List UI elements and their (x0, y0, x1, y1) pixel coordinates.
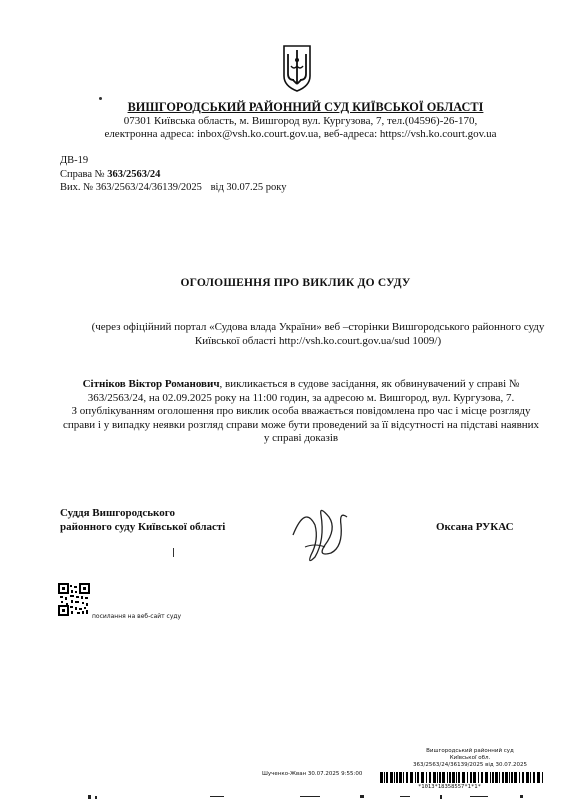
registration-stamp (395, 748, 545, 769)
notice-title: ОГОЛОШЕННЯ ПРО ВИКЛИК ДО СУДУ (180, 277, 411, 289)
case-number-line (60, 168, 286, 182)
handwritten-signature (285, 495, 355, 575)
stamp-court: Вишгородський районний суд (426, 748, 514, 754)
outgoing-number: 363/2563/24/36139/2025 (95, 182, 202, 193)
judge-role (60, 506, 225, 534)
outgoing-label: Вих. № (60, 182, 94, 193)
date-label: від (210, 182, 224, 193)
portal-text: (через офіційний портал «Судова влада України» веб –сторінки Вишгородського районного суду Київської області http://vsh.ko.court.gov.ua/sud 1009/) (91, 321, 545, 347)
address-line: 07301 Київська область, м. Вишгород вул. Кургузова, 7, тел.(04596)-26-170, (123, 115, 478, 127)
notice-body (60, 378, 542, 446)
scan-edge-marks (0, 790, 571, 800)
date-value: 30.07.25 року (226, 182, 287, 193)
court-name-heading: ВИШГОРОДСЬКИЙ РАЙОННИЙ СУД КИЇВСЬКОЇ ОБЛАСТІ (127, 100, 484, 114)
barcode-text: *1013*18358557*1*1* (418, 784, 481, 790)
barcode (380, 772, 545, 783)
qr-code-icon[interactable] (58, 583, 90, 617)
stamp-region: Київської обл. (449, 755, 491, 761)
contacts-line: електронна адреса: inbox@vsh.ko.court.gov.ua, веб-адреса: https://vsh.ko.court.gov.ua (104, 128, 497, 140)
qr-caption: посилання на веб-сайт суду (92, 613, 182, 620)
consequence-paragraph: З опублікуванням оголошення про виклик особа вважається повідомлена про час і місце розгляду справи і у випадку неявки розгляд справи може бути проведений за її відсутності на підставі наявних у справі доказів (62, 405, 540, 444)
clerk-timestamp: Шученко-Жван 30.07.2025 9:55:00 (262, 771, 363, 777)
document-meta (60, 154, 286, 195)
court-address (0, 115, 571, 141)
case-number: 363/2563/24 (107, 168, 161, 180)
case-label: Справа № (60, 168, 105, 180)
outgoing-number-line (60, 181, 286, 195)
judge-role-line1: Суддя Вишгородського (60, 507, 175, 519)
form-code: ДВ-19 (60, 155, 89, 166)
judge-role-line2: районного суду Київської області (60, 521, 226, 533)
summons-paragraph (60, 378, 542, 405)
judge-name: Оксана РУКАС (436, 521, 514, 533)
summons-details: , викликається в судове засідання, як обвинувачений у справі № 363/2563/24, на 02.09.2025 року на 11:00 годин, за адресою м. Вишгород, вул. Кургузова, 7. (87, 378, 520, 404)
stamp-number: 363/2563/24/36139/2025 від 30.07.2025 (413, 762, 527, 768)
person-name: Сітніков Віктор Романович (82, 378, 220, 390)
coat-of-arms-icon (282, 44, 312, 92)
scan-mark (173, 548, 174, 557)
